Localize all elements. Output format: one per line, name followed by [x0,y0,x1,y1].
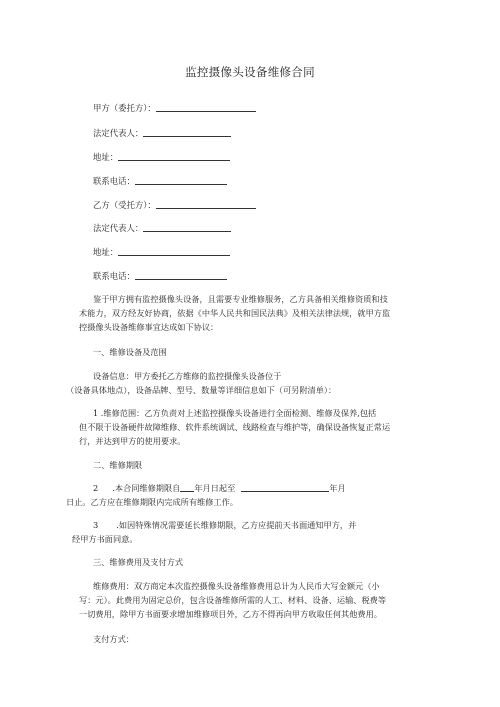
party-b-address-field [93,246,230,258]
party-b-phone-field [93,270,227,282]
fee-line: 维修费用：双方商定本次监控摄像头设备维修费用总计为人民币大写金额元（小 [93,581,380,591]
party-a-label: 甲方（委托方）： [93,103,156,113]
term-item-3-text: .如因特殊情况需要延长维修期限，乙方应提前天书面通知甲方，并 [116,520,357,530]
party-a-phone-blank [135,175,227,185]
party-b-address-label: 地址： [93,247,119,257]
term-item-3-number: 3 [93,520,99,530]
scope-line: 但不限于设备硬件故障维修、软件系统调试、线路检查与维护等，确保设备恢复正常运 [79,422,391,432]
preamble-line: 鉴于甲方拥有监控摄像头设备，且需要专业维修服务，乙方具备相关维修资质和技 [93,294,388,304]
party-b-field [93,199,256,211]
device-info-paragraph [66,369,337,397]
preamble-line: 控摄像头设备维修事宜达成如下协议： [79,322,219,332]
term-end-blank [241,482,329,492]
term-item-2-number: 2 [93,483,99,493]
term-item-3-line [93,518,356,532]
party-a-address-blank [118,151,230,161]
party-a-phone-field [93,175,227,187]
term-item-3 [72,518,357,546]
party-b-legal-rep-field [93,222,231,234]
device-info-line: 设备信息：甲方委托乙方维修的监控摄像头设备位于 [93,371,282,381]
fee-line: 写：元）。此费用为固定总价，包含设备维修所需的人工、材料、设备、运输、税费等 [79,595,387,605]
term-item-2-text-b: 年月日起至 [194,483,236,493]
scope-line: 行，并达到甲方的使用要求。 [79,436,186,446]
party-a-address-field [93,151,230,163]
section2-heading: 二、维修期限 [93,460,143,470]
scope-line: 1 .维修范围：乙方负责对上述监控摄像头设备进行全面检测、维修及保养,包括 [93,408,377,418]
fee-paragraph [79,579,387,621]
section3-heading: 三、维修费用及支付方式 [93,557,184,567]
term-item-2-text-c: 年月 [329,483,346,493]
party-a-legal-rep-label: 法定代表人： [93,128,144,138]
party-b-legal-rep-blank [143,222,231,232]
preamble-paragraph [79,292,391,334]
term-item-2-line: 日止。乙方应在维修期限内完成所有维修工作。 [66,497,238,507]
device-info-line: （设备具体地点），设备品牌、型号、数量等详细信息如下（可另附清单）： [66,385,337,395]
party-b-label: 乙方（受托方）： [93,200,156,210]
scope-paragraph [79,406,391,448]
term-item-2-line [93,481,346,495]
party-a-address-label: 地址： [93,152,119,162]
party-a-legal-rep-field [93,127,231,139]
party-b-phone-label: 联系电话： [93,271,135,281]
party-b-phone-blank [135,270,227,280]
term-item-3-line: 经甲方书面同意。 [72,534,138,544]
party-a-legal-rep-blank [143,127,231,137]
document-title: 监控摄像头设备维修合同 [185,65,315,79]
term-item-2-text-a: .本合同维修期限自 [112,483,181,493]
party-b-blank [156,199,256,209]
term-start-blank [180,482,194,492]
party-a-phone-label: 联系电话： [93,176,135,186]
section1-heading: 一、维修设备及范围 [93,347,167,357]
fee-line: 一切费用，除甲方书面要求增加维修项目外，乙方不得再向甲方收取任何其他费用。 [79,609,382,619]
party-a-blank [156,102,256,112]
party-b-address-blank [118,246,230,256]
term-item-2 [66,481,346,509]
party-b-legal-rep-label: 法定代表人： [93,223,144,233]
payment-method-label: 支付方式： [93,634,134,644]
preamble-line: 术能力，双方经友好协商，依据《中华人民共和国民法典》及相关法律法规，就甲方监 [79,308,391,318]
party-a-field [93,102,256,114]
